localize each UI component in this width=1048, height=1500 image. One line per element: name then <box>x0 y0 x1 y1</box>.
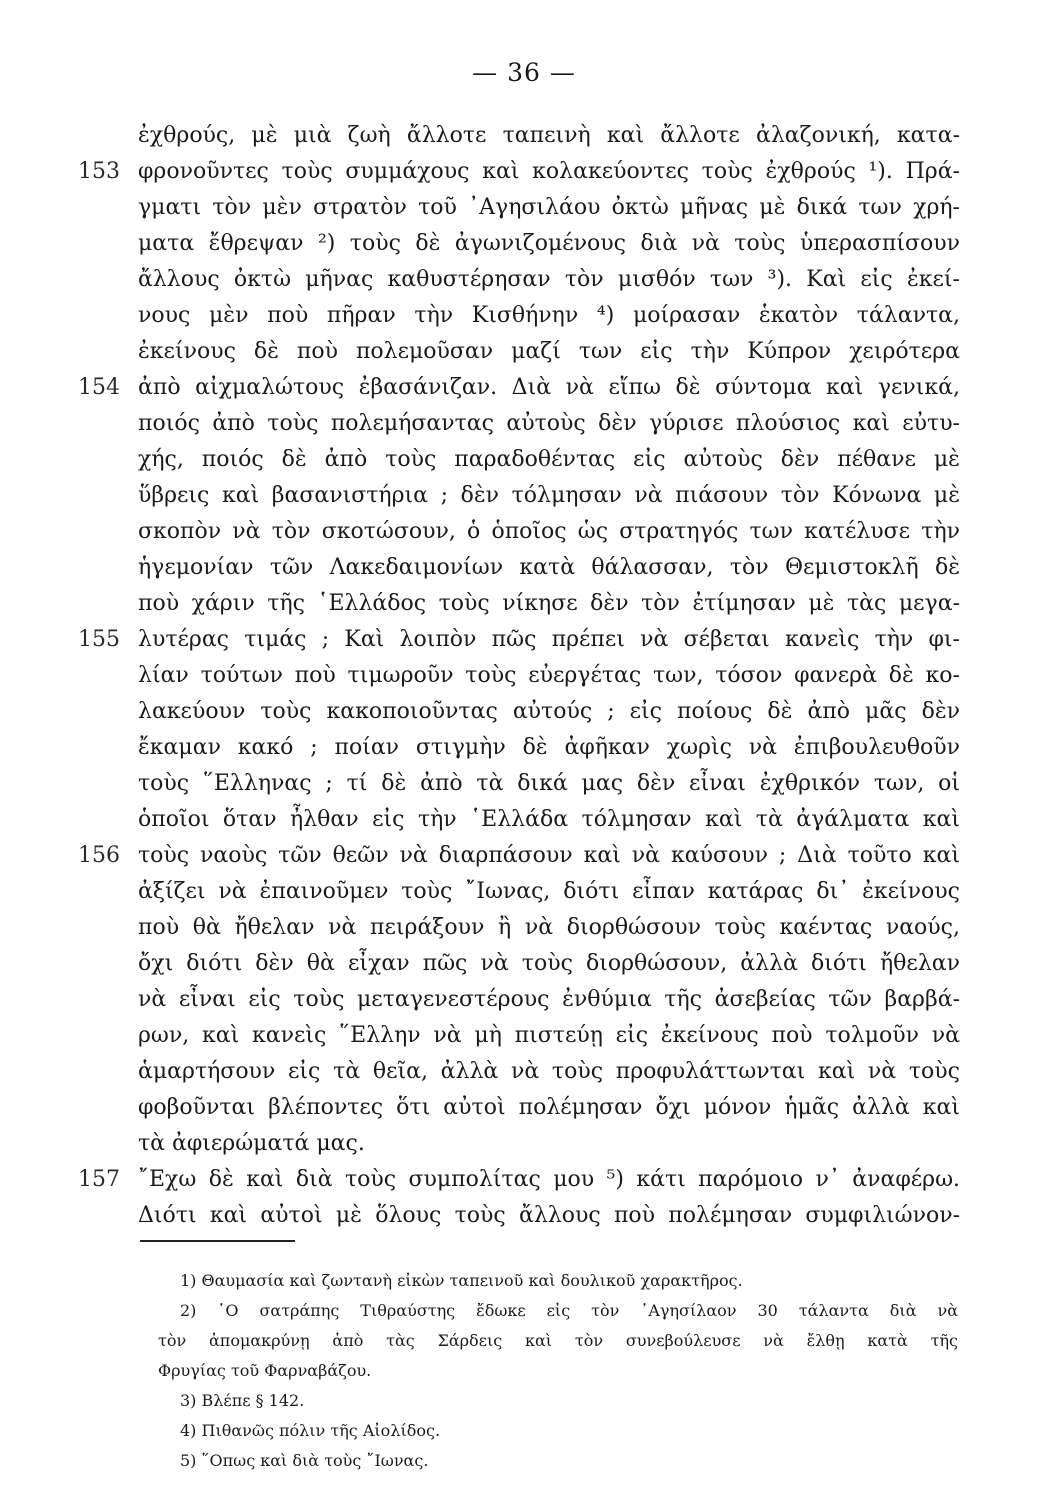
margin-number: 154 <box>78 375 120 400</box>
text-line: ποὺ θὰ ἤθελαν νὰ πειράξουν ἢ νὰ διορθώσουν τοὺς καέντας ναούς, <box>138 915 960 940</box>
text-line: ἔκαμαν κακό ; ποίαν στιγμὴν δὲ ἀφῆκαν χωρὶς νὰ ἐπιβουλευθοῦν <box>138 735 960 760</box>
footnote: 3) Βλέπε § 142. <box>180 1391 305 1410</box>
text-line: ἐχθρούς, μὲ μιὰ ζωὴ ἄλλοτε ταπεινὴ καὶ ἄλλοτε ἀλαζονική, κατα- <box>138 123 960 148</box>
margin-number: 153 <box>78 159 120 184</box>
footnote: 4) Πιθανῶς πόλιν τῆς Αἰολίδος. <box>180 1421 441 1440</box>
text-line: ῎Εχω δὲ καὶ διὰ τοὺς συμπολίτας μου ⁵) κάτι παρόμοιο ν᾿ ἀναφέρω. <box>138 1167 960 1192</box>
text-line: γματι τὸν μὲν στρατὸν τοῦ ᾿Αγησιλάου ὀκτὼ μῆνας μὲ δικά των χρή- <box>138 195 960 220</box>
text-line: Διότι καὶ αὐτοὶ μὲ ὅλους τοὺς ἄλλους ποὺ πολέμησαν συμφιλιώνον- <box>138 1203 960 1228</box>
text-line: λίαν τούτων ποὺ τιμωροῦν τοὺς εὐεργέτας των, τόσον φανερὰ δὲ κο- <box>138 663 960 688</box>
text-line: ἀξίζει νὰ ἐπαινοῦμεν τοὺς ῎Ιωνας, διότι εἶπαν κατάρας δι᾿ ἐκείνους <box>138 879 960 904</box>
text-line: ἡγεμονίαν τῶν Λακεδαιμονίων κατὰ θάλασσαν, τὸν Θεμιστοκλῆ δὲ <box>138 555 960 580</box>
text-line: φρονοῦντες τοὺς συμμάχους καὶ κολακεύοντες τοὺς ἐχθρούς ¹). Πρά- <box>138 159 960 184</box>
text-line: νους μὲν ποὺ πῆραν τὴν Κισθήνην ⁴) μοίρασαν ἑκατὸν τάλαντα, <box>138 303 960 328</box>
footnote: 5) ῞Οπως καὶ διὰ τοὺς ῎Ιωνας. <box>180 1451 429 1470</box>
text-line: ἄλλους ὀκτὼ μῆνας καθυστέρησαν τὸν μισθόν των ³). Καὶ εἰς ἐκεί- <box>138 267 960 292</box>
text-line: ποιός ἀπὸ τοὺς πολεμήσαντας αὐτοὺς δὲν γύρισε πλούσιος καὶ εὐτυ- <box>138 411 960 436</box>
margin-number: 155 <box>78 627 120 652</box>
text-line: τοὺς ῞Ελληνας ; τί δὲ ἀπὸ τὰ δικά μας δὲν εἶναι ἐχθρικόν των, οἱ <box>138 771 960 796</box>
footnote-continuation: Φρυγίας τοῦ Φαρναβάζου. <box>158 1361 372 1380</box>
text-line: ματα ἔθρεψαν ²) τοὺς δὲ ἀγωνιζομένους διὰ νὰ τοὺς ὑπερασπίσουν <box>138 231 960 256</box>
footnote: 2) ῾Ο σατράπης Τιθραύστης ἔδωκε εἰς τὸν ᾿Αγησίλαον 30 τάλαντα διὰ νὰ <box>180 1301 958 1320</box>
text-line: ὄχι διότι δὲν θὰ εἶχαν πῶς νὰ τοὺς διορθώσουν, ἀλλὰ διότι ἤθελαν <box>138 951 960 976</box>
page-number: — 36 — <box>472 58 576 87</box>
text-line: ἁμαρτήσουν εἰς τὰ θεῖα, ἀλλὰ νὰ τοὺς προφυλάττωνται καὶ νὰ τοὺς <box>138 1059 960 1084</box>
text-line: ἐκείνους δὲ ποὺ πολεμοῦσαν μαζί των εἰς τὴν Κύπρον χειρότερα <box>138 339 960 364</box>
text-line: ποὺ χάριν τῆς ῾Ελλάδος τοὺς νίκησε δὲν τὸν ἐτίμησαν μὲ τὰς μεγα- <box>138 591 960 616</box>
text-line: ρων, καὶ κανεὶς ῞Ελλην νὰ μὴ πιστεύῃ εἰς ἐκείνους ποὺ τολμοῦν νὰ <box>138 1023 960 1048</box>
text-line: λακεύουν τοὺς κακοποιοῦντας αὐτούς ; εἰς ποίους δὲ ἀπὸ μᾶς δὲν <box>138 699 960 724</box>
footnote: 1) Θαυμασία καὶ ζωντανὴ εἰκὼν ταπεινοῦ καὶ δουλικοῦ χαρακτῆρος. <box>180 1271 743 1290</box>
text-line: σκοπὸν νὰ τὸν σκοτώσουν, ὁ ὁποῖος ὡς στρατηγός των κατέλυσε τὴν <box>138 519 960 544</box>
text-line: ὕβρεις καὶ βασανιστήρια ; δὲν τόλμησαν νὰ πιάσουν τὸν Κόνωνα μὲ <box>138 483 960 508</box>
text-line: ἀπὸ αἰχμαλώτους ἐβασάνιζαν. Διὰ νὰ εἴπω δὲ σύντομα καὶ γενικά, <box>138 375 960 400</box>
text-line: νὰ εἶναι εἰς τοὺς μεταγενεστέρους ἐνθύμια τῆς ἀσεβείας τῶν βαρβά- <box>138 987 960 1012</box>
footnote-continuation: τὸν ἀπομακρύνῃ ἀπὸ τὰς Σάρδεις καὶ τὸν συνεβούλευσε νὰ ἔλθῃ κατὰ τῆς <box>158 1331 958 1350</box>
margin-number: 156 <box>78 843 120 868</box>
text-line: φοβοῦνται βλέποντες ὅτι αὐτοὶ πολέμησαν ὄχι μόνον ἡμᾶς ἀλλὰ καὶ <box>138 1095 960 1120</box>
footnote-divider <box>140 1240 295 1242</box>
text-line: ὁποῖοι ὅταν ἦλθαν εἰς τὴν ῾Ελλάδα τόλμησαν καὶ τὰ ἀγάλματα καὶ <box>138 807 960 832</box>
text-line: τοὺς ναοὺς τῶν θεῶν νὰ διαρπάσουν καὶ νὰ καύσουν ; Διὰ τοῦτο καὶ <box>138 843 960 868</box>
text-line: λυτέρας τιμάς ; Καὶ λοιπὸν πῶς πρέπει νὰ σέβεται κανεὶς τὴν φι- <box>138 627 960 652</box>
text-line: χής, ποιός δὲ ἀπὸ τοὺς παραδοθέντας εἰς αὐτοὺς δὲν πέθανε μὲ <box>138 447 960 472</box>
margin-number: 157 <box>78 1167 120 1192</box>
text-line: τὰ ἀφιερώματά μας. <box>138 1131 365 1156</box>
